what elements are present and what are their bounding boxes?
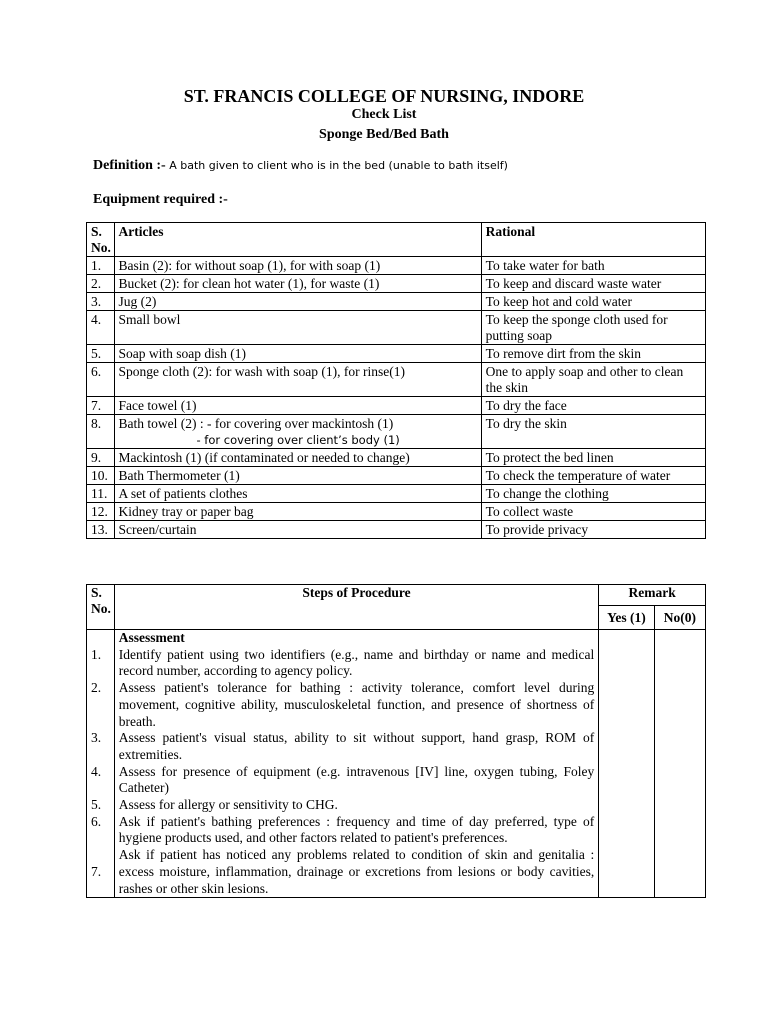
row-article: A set of patients clothes (114, 485, 481, 503)
row-number: 12. (87, 503, 115, 521)
row-rational: To provide privacy (481, 521, 705, 539)
table-row (87, 415, 706, 449)
remark-no-cell[interactable] (654, 630, 705, 898)
row-number: 7. (87, 397, 115, 415)
row-rational: To change the clothing (481, 485, 705, 503)
step-text: Assess for allergy or sensitivity to CHG. (118, 797, 338, 813)
header-sno: S. No. (87, 223, 115, 257)
header-no: No(0) (654, 606, 705, 630)
definition-text: A bath given to client who is in the bed (unable to bath itself) (169, 159, 508, 172)
row-article: Kidney tray or paper bag (114, 503, 481, 521)
step-texts (114, 630, 599, 898)
row-article-line1: Bath towel (2) : - for covering over mackintosh (1) (118, 416, 394, 431)
row-number: 1. (87, 257, 115, 275)
row-article: Basin (2): for without soap (1), for with soap (1) (114, 257, 481, 275)
row-rational: To keep the sponge cloth used for putting soap (481, 311, 705, 345)
row-article: Mackintosh (1) (if contaminated or needed to change) (114, 449, 481, 467)
row-rational: To dry the skin (481, 415, 705, 449)
row-number: 9. (87, 449, 115, 467)
row-rational: To dry the face (481, 397, 705, 415)
document-subtitle: Check List (351, 107, 417, 122)
table-row (87, 363, 706, 397)
section-heading: Assessment (118, 630, 185, 645)
row-article: Bath Thermometer (1) (114, 467, 481, 485)
step-text: Assess for presence of equipment (e.g. intravenous [IV] line, oxygen tubing, Foley Catheter) (118, 763, 595, 796)
row-rational: To remove dirt from the skin (481, 345, 705, 363)
row-article: Sponge cloth (2): for wash with soap (1), for rinse(1) (114, 363, 481, 397)
row-rational: To protect the bed linen (481, 449, 705, 467)
row-number: 4. (87, 311, 115, 345)
table-row (87, 503, 706, 521)
row-article: Face towel (1) (114, 397, 481, 415)
row-article-line2: - for covering over client’s body (1) (196, 433, 400, 447)
row-rational: One to apply soap and other to clean the skin (481, 363, 705, 397)
step-text: Assess patient's visual status, ability to sit without support, hand grasp, ROM of extremities. (118, 730, 595, 762)
row-article: Soap with soap dish (1) (114, 345, 481, 363)
table-row (87, 485, 706, 503)
row-article: Small bowl (114, 311, 481, 345)
header-steps: Steps of Procedure (114, 585, 599, 630)
table-row (87, 293, 706, 311)
step-text: Identify patient using two identifiers (e.g., name and birthday or name and medical record number, according to agency policy. (118, 646, 595, 679)
row-article: Jug (2) (114, 293, 481, 311)
procedure-header-row (87, 585, 706, 606)
row-number: 8. (87, 415, 115, 449)
row-rational: To take water for bath (481, 257, 705, 275)
row-number: 6. (87, 363, 115, 397)
step-numbers (87, 630, 115, 898)
definition (93, 158, 508, 174)
step-number: 7. (91, 863, 102, 879)
header-rational: Rational (481, 223, 705, 257)
definition-label: Definition :- (93, 158, 166, 173)
table-header-row (87, 223, 706, 257)
table-row (87, 311, 706, 345)
table-row (87, 257, 706, 275)
step-text: Ask if patient has noticed any problems related to condition of skin and genitalia : excess moisture, inflammation, drainage or excretions from lesions or body cavities, rashes or other skin lesions. (118, 847, 595, 896)
header-sno: S. No. (87, 585, 115, 630)
step-number: 6. (91, 813, 102, 829)
header-articles: Articles (114, 223, 481, 257)
row-number: 10. (87, 467, 115, 485)
equipment-label: Equipment required :- (93, 192, 228, 207)
table-row (87, 397, 706, 415)
step-number: 5. (91, 796, 102, 812)
row-rational: To keep and discard waste water (481, 275, 705, 293)
row-rational: To check the temperature of water (481, 467, 705, 485)
header-remark: Remark (599, 585, 706, 606)
step-text: Ask if patient's bathing preferences : frequency and time of day preferred, type of hygiene products used, and other factors related to patient's preferences. (118, 813, 595, 846)
table-row (87, 467, 706, 485)
row-rational: To keep hot and cold water (481, 293, 705, 311)
step-number: 4. (91, 763, 102, 779)
step-number: 1. (91, 646, 102, 662)
row-article (114, 415, 481, 449)
row-number: 3. (87, 293, 115, 311)
row-article: Bucket (2): for clean hot water (1), for waste (1) (114, 275, 481, 293)
procedure-body-row (87, 630, 706, 898)
procedure-name: Sponge Bed/Bed Bath (319, 127, 449, 142)
table-row (87, 449, 706, 467)
step-text: Assess patient's tolerance for bathing : activity tolerance, comfort level during movement, cognitive ability, musculoskeletal function, and presence of shortness of breath. (118, 680, 595, 729)
header-yes: Yes (1) (599, 606, 654, 630)
table-row (87, 345, 706, 363)
step-number: 2. (91, 680, 102, 696)
table-row (87, 275, 706, 293)
step-number: 3. (91, 730, 102, 746)
row-rational: To collect waste (481, 503, 705, 521)
row-number: 13. (87, 521, 115, 539)
row-number: 2. (87, 275, 115, 293)
row-number: 5. (87, 345, 115, 363)
table-row (87, 521, 706, 539)
equipment-table (86, 222, 706, 539)
remark-yes-cell[interactable] (599, 630, 654, 898)
procedure-table (86, 584, 706, 898)
row-number: 11. (87, 485, 115, 503)
row-article: Screen/curtain (114, 521, 481, 539)
document-title: ST. FRANCIS COLLEGE OF NURSING, INDORE (183, 86, 585, 106)
